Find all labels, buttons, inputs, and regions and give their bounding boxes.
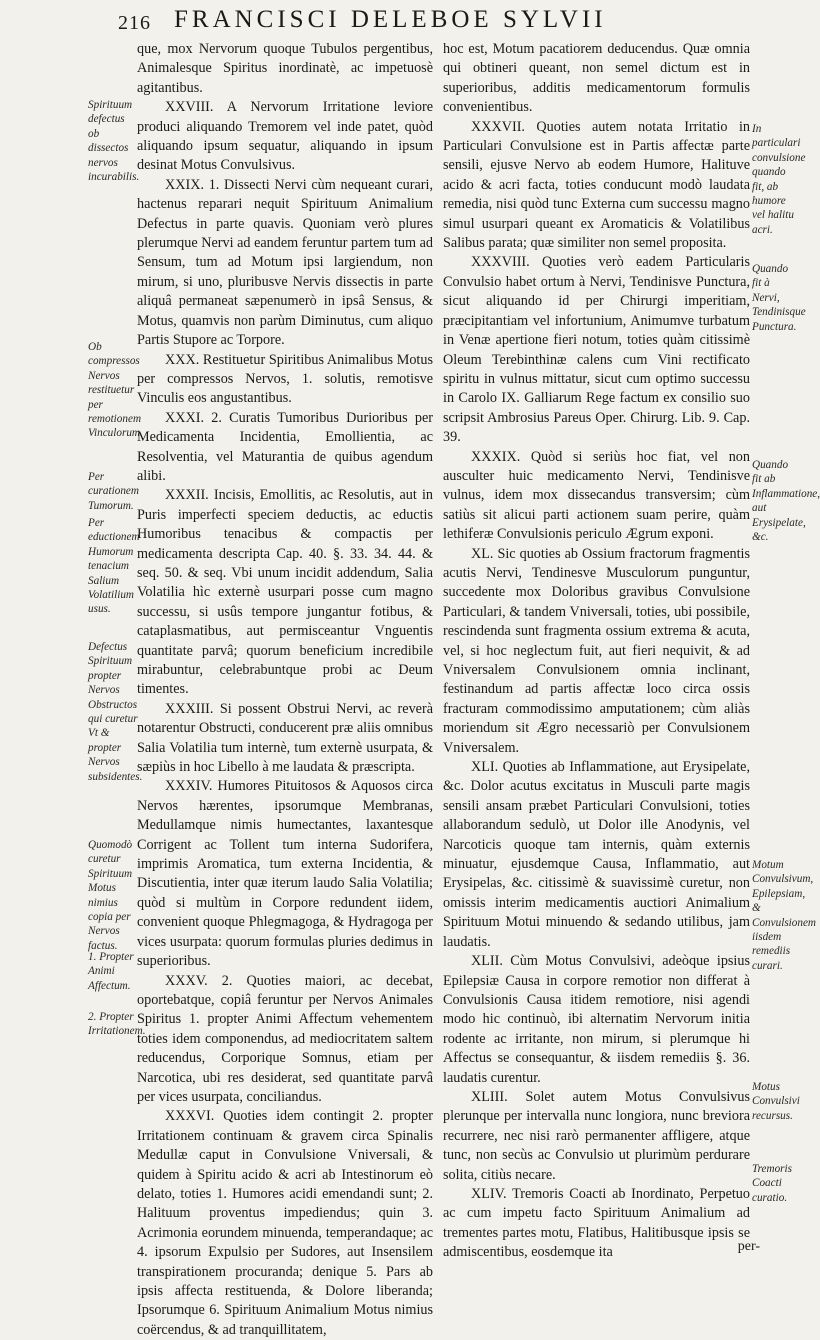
margin-note: 1. Propter Animi Affectum. [88,951,134,992]
catchword: per- [737,1239,760,1254]
margin-note: Quomodò curetur Spirituum Motus nimius copia per Nervos factus. [88,839,133,952]
paragraph: XXXV. 2. Quoties maiori, ac decebat, oportebatque, copiâ feruntur per Nervos Animales Spiritus 1. propter Animi Affectum vehementem toties idem componendus, ad mediocritatem saltem reducendus, Corporique Somnus, etiam per Narcotica, ubi res desiderat, sed quantitate parvâ per vices usurpata, conciliandus. [137,972,433,1105]
paragraph: XXXIV. Humores Pituitosos & Aquosos circa Nervos hærentes, ipsorumque Membranas, Medullamque nimis humectantes, laxantesque Corrigent ac Tollent tum interna Sudorifera, imprimis Aromatica, tum externa Incidentia, & Discutientia, inter quæ iterum laudo Salia Volatilia; quòd si multùm in Corpore redundent iidem, convenient quoque Phlegmagoga, & Hydragoga per vices usurpata: quorum formulas pluries dedimus in superioribus. [137,778,433,970]
paragraph: XXXVII. Quoties autem notata Irritatio in Particulari Convulsione est in Partis affectæ parte sensili, ejusve Nervo ab eodem Humore, Halituve acido & acri facta, toties conducunt modò laudata remedia, nisi quòd tunc Externa cum successu magno simul usurpari queant ex Aromaticis & Volatilibus Salibus parata; quæ similiter non semel proposita. [443,118,750,252]
margin-note: Motus Convulsivi recursus. [752,1081,800,1122]
paragraph: XLI. Quoties ab Inflammatione, aut Erysipelate, &c. Dolor acutus excitatus in Musculi parte magis sensili ansam præbet Particulari Convulsioni, toties allaborandum sedulò, ut Dolor ille Anodynis, vel Narcoticis quoque tam internis, quàm externis minuatur, ejusdemque Causa, Inflammatio, aut Erysipelas, &c. citissimè & suavissimè curetur, non omissis interim medicamentis auctiori Animalium Spirituum Motui minuendo & sedando utilibus, jam laudatis. [443,759,750,950]
margin-note: Quando fit ab Inflammatione, aut Erysipelate, &c. [752,459,820,544]
margin-note: Spirituum defectus ob dissectos nervos incurabilis. [88,99,140,184]
paragraph: XLII. Cùm Motus Convulsivi, adeòque ipsius Epilepsiæ Causa in corpore remotior non differat à Convulsionis Causa itidem remotiore, nisi agendi modo hic continuò, ibi alternatim Nervorum initia rodente ac irritante, non mirum, si plerumque hi Affectus se consequantur, & iisdem remediis §. 36. laudatis curentur. [443,953,750,1086]
paragraph: XL. Sic quoties ab Ossium fractorum fragmentis acutis Nervi, Tendinesve Musculorum punguntur, succedente mox Doloribus gravibus Convulsione Particulari, & tandem Vniversali, toties, ubi possibile, rescindenda sunt fragmenta ossium extrema & acuta, vel, si hoc neglectum fuit, aut fieri nequivit, & ad Vniversalem Convulsionem omnia inclinant, festinandum ad partis affectæ loco circa ossis fracturam commodissimo amputationem; cùm aliàs moriendum sit Ægro necessariò per Convulsionem Vniversalem. [443,545,750,756]
paragraph: XXIX. 1. Dissecti Nervi cùm nequeant curari, hactenus reparari nequit Spirituum Animalium Defectus in parte quavis. Quoniam verò plures plerumque Nervi ad eandem feruntur partem tum ad Sensum, tum ad Motum ipsi largiendum, non mirum, si uno, pluribusve Nervis dissectis in parte aliquâ permaneat sæpenumerò in ipsâ Sensus, & Motus, quamvis non parùm Diminutus, cum aliquo Partis Stupore ac Torpore. [137,176,433,349]
paragraph: XXVIII. A Nervorum Irritatione leviore produci aliquando Tremorem vel inde patet, quòd aliquando ipsum sequatur, aliquando in ipsum desinat Motus Convulsivus. [137,99,433,174]
margin-note: Per eductionem Humorum tenacium Salium Volatilium usus. [88,517,140,616]
paragraph: XLIII. Solet autem Motus Convulsivus plerunque per intervalla nunc longiora, nunc breviora recurrere, nec nisi rarò permanenter affligere, atque tunc, non secùs ac Convulsio ut plurimùm perdurare solita, citiùs necare. [443,1088,750,1183]
paragraph: hoc est, Motum pacatiorem deducendus. Quæ omnia qui obtineri queant, non semel dictum est in superioribus, additis medicamentorum formulis convenientibus. [443,41,750,116]
margin-note: Tremoris Coacti curatio. [752,1163,792,1204]
margin-note: In particulari convulsione quando fit, ab humore vel halitu acri. [752,123,806,236]
paragraph: que, mox Nervorum quoque Tubulos pergentibus, Animalesque Spiritus inordinatè, ac impetuosè agitantibus. [137,41,433,96]
paragraph: XXXI. 2. Curatis Tumoribus Durioribus per Medicamenta Incidentia, Emollientia, ac Resolventia, vel Maturantia de quibus agendum alibi. [137,409,433,484]
page-number: 216 [118,12,151,34]
right-text-column [443,40,750,1261]
margin-note: Motum Convulsivum, Epilepsiam, & Convulsionem iisdem remediis curari. [752,859,817,972]
page-header [118,6,758,40]
paragraph: XXXII. Incisis, Emollitis, ac Resolutis, aut in Puris imperfecti speciem deductis, ac eductis Humoribus tenacibus & compactis per medicamenta descripta Cap. 40. §. 33. 34. 44. & seq. 50. & seq. Vbi unum incidit addendum, Salia Volatilia hìc externè usurpari posse cum magno successu, si usûs tempore jungantur fotibus, & cataplasmatibus, aut permisceantur Vnguentis quantitate parvâ; quorum beneficium incredibile mirabuntur, celebrabuntque probi ac Deum timentes. [137,487,433,698]
running-title: FRANCISCI DELEBOE SYLVII [174,6,607,33]
paragraph: XLIV. Tremoris Coacti ab Inordinato, Perpetuo ac cum impetu facto Spirituum Animalium ad trementes partes motu, Flatibus, Halitibusque ipsis se admiscentibus, eosdemque ita [443,1185,750,1261]
paragraph: XXXIX. Quòd si seriùs hoc fiat, vel non ausculter huic medicamento Nervi, Tendinisve vulnus, idem mox dissecandus transversim; cùm satiùs sit alicui parti actionem suam perire, quàm lethiferæ Convulsionis periculo Ægrum exponi. [443,448,750,543]
margin-note: Defectus Spirituum propter Nervos Obstructos qui curetur Vt & propter Nervos subsidentes. [88,641,143,783]
margin-note: 2. Propter Irritationem. [88,1011,146,1038]
paragraph: XXXIII. Si possent Obstrui Nervi, ac reverà notarentur Obstructi, conducerent præ aliis omnibus Salia Volatilia tum internè, tum externè usurpata, & sæpiùs in hoc Libello à me laudata & præscripta. [137,700,433,776]
paragraph: XXX. Restituetur Spiritibus Animalibus Motus per compressos Nervos, 1. solutis, remotisve Vinculis eos angustantibus. [137,351,433,407]
margin-note: Per curationem Tumorum. [88,471,139,512]
paragraph: XXXVIII. Quoties verò eadem Particularis Convulsio habet ortum à Nervi, Tendinisve Punctura, sicut aliquando id per Chirurgi imperitiam, præcipitantiam vel infortunium, Animumve turbatum in Venæ apertione fieri notum, toties quàm citissimè Oleum Terebinthinæ calens cum Vini rectificato spiritu in vulnus mittatur, sicut cum optimo successu in Carolo IX. Galliarum Rege factum ex consilio suo scripsit Ambrosius Pareus Oper. Chirurg. Lib. 9. Cap. 39. [443,254,750,446]
margin-note: Quando fit à Nervi, Tendinisque Punctura. [752,263,806,333]
left-text-column [137,40,433,1338]
paragraph: XXXVI. Quoties idem contingit 2. propter Irritationem continuam & gravem circa Spinalis Medullæ caput in Convulsione Vniversali, & quidem à Spiritu acido & acri ab Intestinorum eò delato, toties 1. Humores acidi emendandi sunt; 2. Halituum proventus impediendus; quin 3. Acrimonia eorundem minuenda, temperandaque; ac 4. ipsorum Expulsio per Sudores, aut Insensilem transpirationem procuranda; denique 5. Pars ab ipsis affecta restituenda, & Dolore liberanda; Ipsorumque 6. Spirituum Animalium Motus nimius coërcendus, & ad tranquillitatem, [137,1108,433,1338]
margin-note: Ob compressos Nervos restituetur per remotionem Vinculorum. [88,341,143,440]
